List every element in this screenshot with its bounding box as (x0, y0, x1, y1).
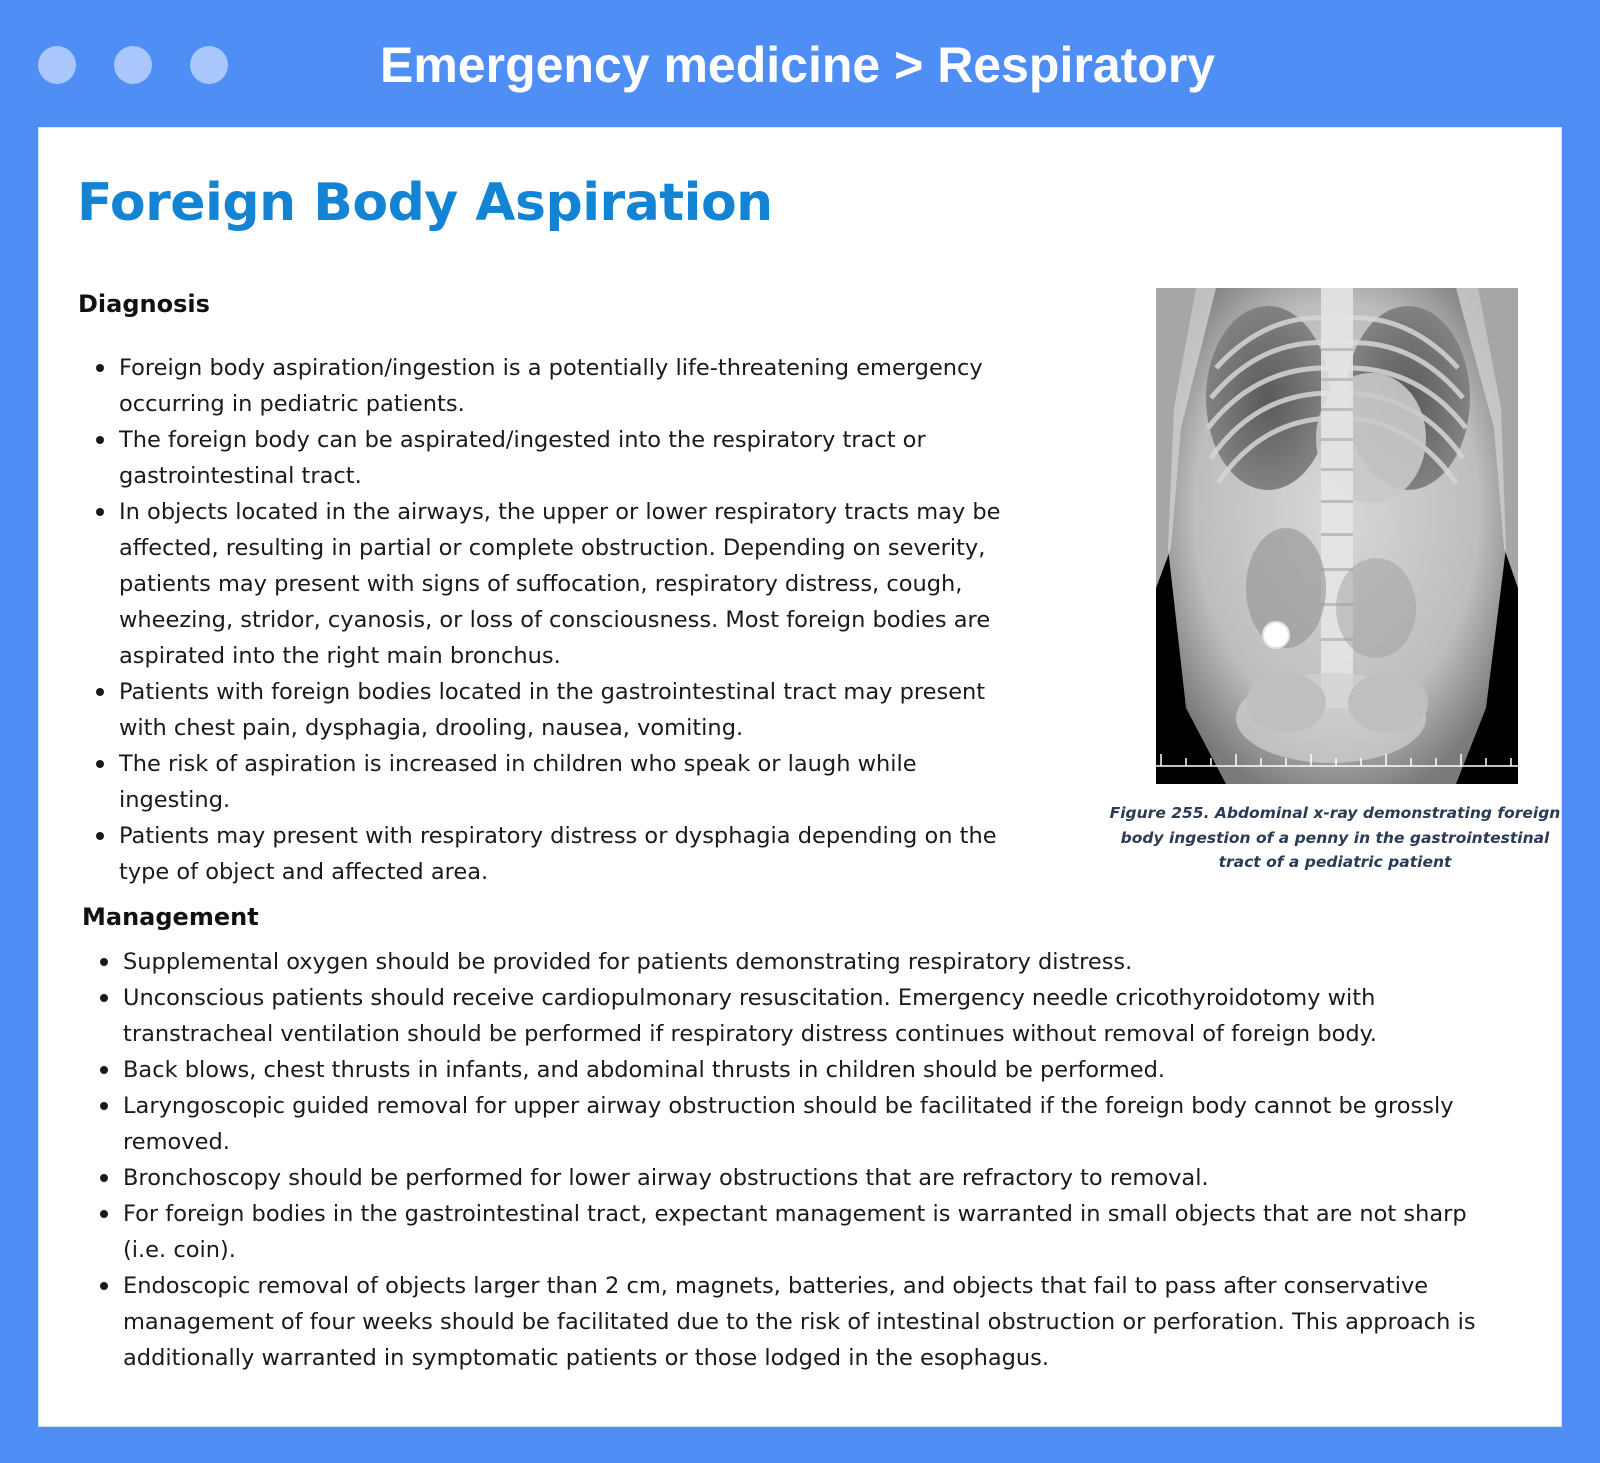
list-item-text: Patients with foreign bodies located in the gastrointestinal tract may present with chest pain, dysphagia, drooling, nausea, vomiting. (119, 679, 986, 741)
list-item-text: Supplemental oxygen should be provided for patients demonstrating respiratory distress. (123, 949, 1133, 975)
list-item-text: Endoscopic removal of objects larger than 2 cm, magnets, batteries, and objects that fail to pass after conservative management of four weeks should be facilitated due to the risk of intestinal obstruction or perforation. This approach is additionally warranted in symptomatic patients or those lodged in the esophagus. (123, 1273, 1476, 1371)
xray-graphic (1156, 288, 1518, 784)
window-maximize-dot[interactable] (190, 46, 228, 84)
list-item-text: Back blows, chest thrusts in infants, and abdominal thrusts in children should be performed. (123, 1057, 1166, 1083)
list-item-text: Unconscious patients should receive cardiopulmonary resuscitation. Emergency needle cricothyroidotomy with transtracheal ventilation should be performed if respiratory distress continues without removal of foreign body. (123, 985, 1377, 1047)
penny-foreign-body (1263, 622, 1289, 648)
list-item (79, 422, 1019, 494)
bullet-icon (100, 958, 108, 966)
list-item-text: In objects located in the airways, the upper or lower respiratory tracts may be affected, resulting in partial or complete obstruction. Depending on severity, patients may present with signs of suffocation, respiratory distress, cough, wheezing, stridor, cyanosis, or loss of consciousness. Most foreign bodies are aspirated into the right main bronchus. (119, 499, 1001, 669)
list-item (83, 1268, 1513, 1376)
list-item-text: The risk of aspiration is increased in children who speak or laugh while ingesting. (119, 751, 917, 813)
list-item-text: Foreign body aspiration/ingestion is a potentially life-threatening emergency occurring in pediatric patients. (119, 355, 983, 417)
list-item (83, 1196, 1513, 1268)
bullet-icon (96, 688, 104, 696)
window-title: Emergency medicine > Respiratory (380, 37, 1216, 93)
list-item (83, 1160, 1513, 1196)
diagnosis-list (79, 350, 1019, 890)
bullet-icon (100, 1066, 108, 1074)
bullet-icon (96, 760, 104, 768)
list-item (83, 980, 1513, 1052)
bullet-icon (96, 508, 104, 516)
bullet-icon (100, 1282, 108, 1290)
diagnosis-heading: Diagnosis (78, 290, 210, 318)
list-item-text: The foreign body can be aspirated/ingested into the respiratory tract or gastrointestinal tract. (119, 427, 926, 489)
bullet-icon (100, 1102, 108, 1110)
bullet-icon (96, 832, 104, 840)
xray-figure-image (1156, 288, 1518, 784)
list-item (79, 494, 1019, 674)
page-title: Foreign Body Aspiration (77, 173, 773, 233)
list-item (83, 944, 1513, 980)
list-item-text: Laryngoscopic guided removal for upper airway obstruction should be facilitated if the foreign body cannot be grossly removed. (123, 1093, 1454, 1155)
list-item-text: For foreign bodies in the gastrointestinal tract, expectant management is warranted in small objects that are not sharp (i.e. coin). (123, 1201, 1467, 1263)
bullet-icon (100, 1210, 108, 1218)
bullet-icon (100, 1174, 108, 1182)
list-item-text: Patients may present with respiratory distress or dysphagia depending on the type of object and affected area. (119, 823, 997, 885)
window-titlebar (0, 0, 1600, 127)
bullet-icon (96, 364, 104, 372)
list-item (83, 1052, 1513, 1088)
management-heading: Management (82, 903, 259, 931)
content-page (38, 127, 1562, 1427)
window-minimize-dot[interactable] (114, 46, 152, 84)
list-item (79, 674, 1019, 746)
list-item (83, 1088, 1513, 1160)
figure-caption: Figure 255. Abdominal x-ray demonstrating foreign body ingestion of a penny in the gastrointestinal tract of a pediatric patient (1109, 804, 1561, 871)
management-list (83, 944, 1513, 1376)
list-item (79, 746, 1019, 818)
window-close-dot[interactable] (38, 46, 76, 84)
list-item (79, 818, 1019, 890)
list-item-text: Bronchoscopy should be performed for lower airway obstructions that are refractory to removal. (123, 1165, 1209, 1191)
list-item (79, 350, 1019, 422)
bullet-icon (96, 436, 104, 444)
bullet-icon (100, 994, 108, 1002)
